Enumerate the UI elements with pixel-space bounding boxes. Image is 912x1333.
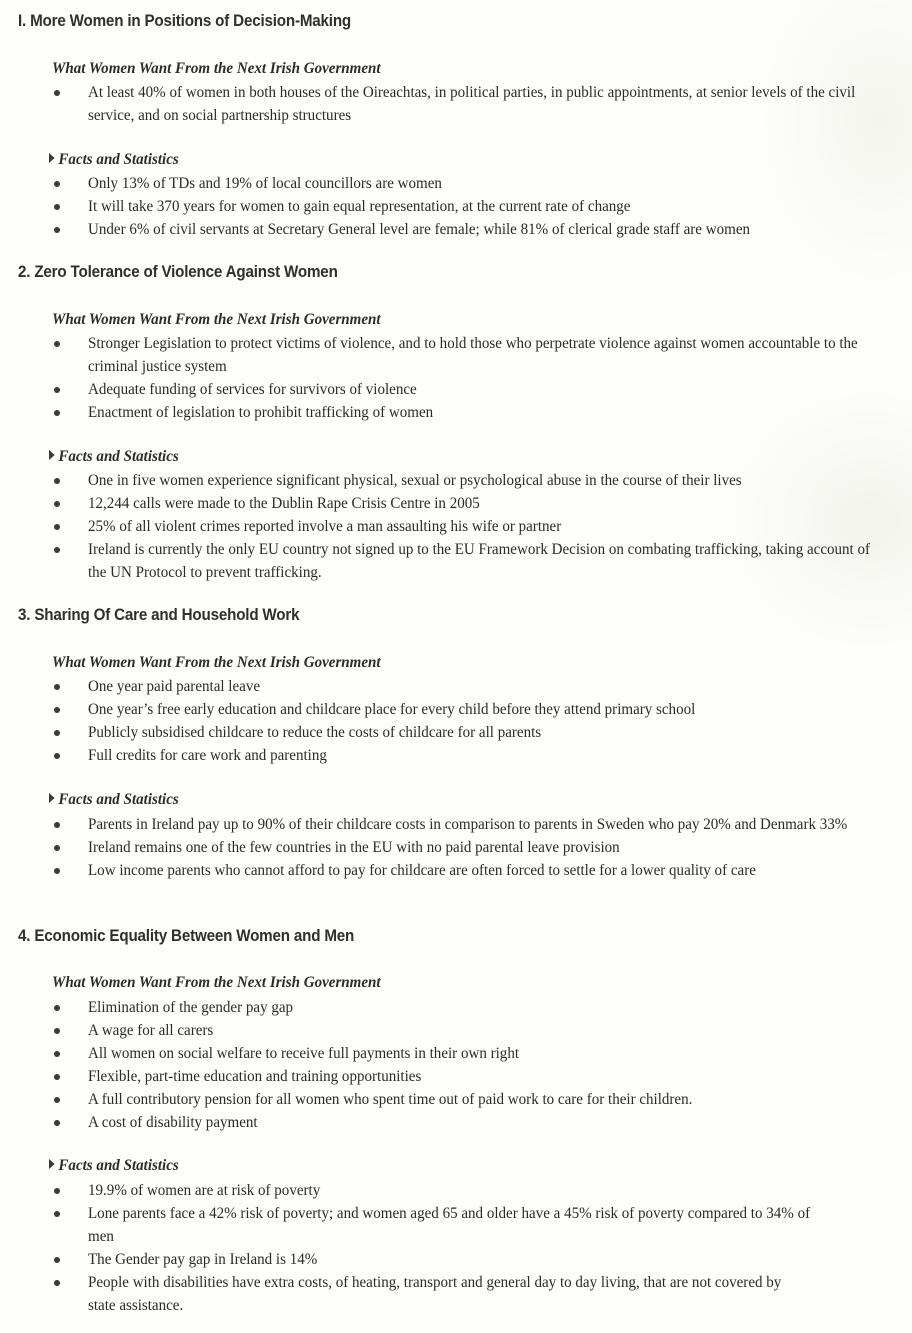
facts-heading: Facts and Statistics: [49, 791, 179, 809]
list-item: Lone parents face a 42% risk of poverty; and women aged 65 and older have a 45% risk of poverty compared to 34% of men: [0, 1202, 888, 1248]
triangle-right-icon: [49, 793, 55, 803]
list-item: Publicly subsidised childcare to reduce the costs of childcare for all parents: [0, 721, 888, 744]
bullet-icon: [54, 1051, 60, 1057]
triangle-right-icon: [49, 450, 55, 460]
bullet-icon: [54, 684, 60, 690]
list-item: People with disabilities have extra costs, of heating, transport and general day to day living, that are not covered by state assistance.: [0, 1271, 888, 1317]
list-item: Stronger Legislation to protect victims of violence, and to hold those who perpetrate violence against women accountable to the criminal justice system: [0, 332, 888, 378]
bullet-icon: [54, 410, 60, 416]
facts-list: [0, 172, 888, 241]
bullet-icon: [54, 1028, 60, 1034]
facts-list: [0, 813, 888, 882]
list-item: Low income parents who cannot afford to pay for childcare are often forced to settle for a lower quality of care: [0, 859, 888, 882]
bullet-icon: [54, 524, 60, 530]
list-item: At least 40% of women in both houses of the Oireachtas, in political parties, in public appointments, at senior levels of the civil service, and on social partnership structures: [0, 81, 908, 127]
triangle-right-icon: [49, 1159, 55, 1169]
bullet-icon: [54, 341, 60, 347]
bullet-icon: [54, 227, 60, 233]
facts-heading: Facts and Statistics: [49, 151, 179, 169]
facts-list: [0, 469, 888, 584]
triangle-right-icon: [49, 153, 55, 163]
list-item: One year’s free early education and childcare place for every child before they attend primary school: [0, 698, 888, 721]
list-item: A wage for all carers: [0, 1019, 888, 1042]
bullet-icon: [54, 501, 60, 507]
list-item: Flexible, part-time education and training opportunities: [0, 1065, 888, 1088]
bullet-icon: [54, 181, 60, 187]
bullet-icon: [54, 387, 60, 393]
section-heading: 2. Zero Tolerance of Violence Against Women: [18, 263, 338, 281]
want-list: [0, 675, 888, 767]
bullet-icon: [54, 1188, 60, 1194]
bullet-icon: [54, 547, 60, 553]
list-item: Under 6% of civil servants at Secretary General level are female; while 81% of clerical grade staff are women: [0, 218, 888, 241]
bullet-icon: [54, 1005, 60, 1011]
section-heading: 3. Sharing Of Care and Household Work: [18, 606, 300, 624]
list-item: Full credits for care work and parenting: [0, 744, 888, 767]
want-heading: What Women Want From the Next Irish Government: [52, 654, 381, 671]
list-item: 12,244 calls were made to the Dublin Rape Crisis Centre in 2005: [0, 492, 888, 515]
bullet-icon: [54, 753, 60, 759]
bullet-icon: [54, 1257, 60, 1263]
want-heading: What Women Want From the Next Irish Government: [52, 974, 381, 991]
bullet-icon: [54, 730, 60, 736]
want-list: [0, 81, 908, 127]
list-item: 25% of all violent crimes reported involve a man assaulting his wife or partner: [0, 515, 888, 538]
bullet-icon: [54, 478, 60, 484]
bullet-icon: [54, 868, 60, 874]
bullet-icon: [54, 204, 60, 210]
list-item: A cost of disability payment: [0, 1111, 888, 1134]
list-item: Adequate funding of services for survivors of violence: [0, 378, 888, 401]
bullet-icon: [54, 1120, 60, 1126]
want-list: [0, 332, 888, 424]
list-item: Enactment of legislation to prohibit trafficking of women: [0, 401, 888, 424]
section-heading: 4. Economic Equality Between Women and Men: [18, 927, 355, 945]
list-item: One year paid parental leave: [0, 675, 888, 698]
bullet-icon: [54, 1074, 60, 1080]
bullet-icon: [54, 1280, 60, 1286]
bullet-icon: [54, 707, 60, 713]
facts-heading: Facts and Statistics: [49, 448, 179, 466]
facts-heading: Facts and Statistics: [49, 1157, 179, 1175]
want-heading: What Women Want From the Next Irish Government: [52, 311, 381, 328]
want-list: [0, 996, 888, 1134]
bullet-icon: [54, 822, 60, 828]
list-item: A full contributory pension for all women who spent time out of paid work to care for their children.: [0, 1088, 888, 1111]
bullet-icon: [54, 845, 60, 851]
list-item: Ireland remains one of the few countries in the EU with no paid parental leave provision: [0, 836, 888, 859]
list-item: It will take 370 years for women to gain equal representation, at the current rate of change: [0, 195, 888, 218]
list-item: 19.9% of women are at risk of poverty: [0, 1179, 888, 1202]
facts-list: [0, 1179, 888, 1317]
list-item: All women on social welfare to receive full payments in their own right: [0, 1042, 888, 1065]
list-item: One in five women experience significant physical, sexual or psychological abuse in the course of their lives: [0, 469, 888, 492]
bullet-icon: [54, 1211, 60, 1217]
list-item: Only 13% of TDs and 19% of local councillors are women: [0, 172, 888, 195]
want-heading: What Women Want From the Next Irish Government: [52, 60, 381, 77]
list-item: Ireland is currently the only EU country not signed up to the EU Framework Decision on combating trafficking, taking account of the UN Protocol to prevent trafficking.: [0, 538, 888, 584]
bullet-icon: [54, 90, 60, 96]
list-item: The Gender pay gap in Ireland is 14%: [0, 1248, 888, 1271]
list-item: Elimination of the gender pay gap: [0, 996, 888, 1019]
section-heading: I. More Women in Positions of Decision-Making: [18, 12, 352, 30]
list-item: Parents in Ireland pay up to 90% of their childcare costs in comparison to parents in Sweden who pay 20% and Denmark 33%: [0, 813, 888, 836]
bullet-icon: [54, 1097, 60, 1103]
